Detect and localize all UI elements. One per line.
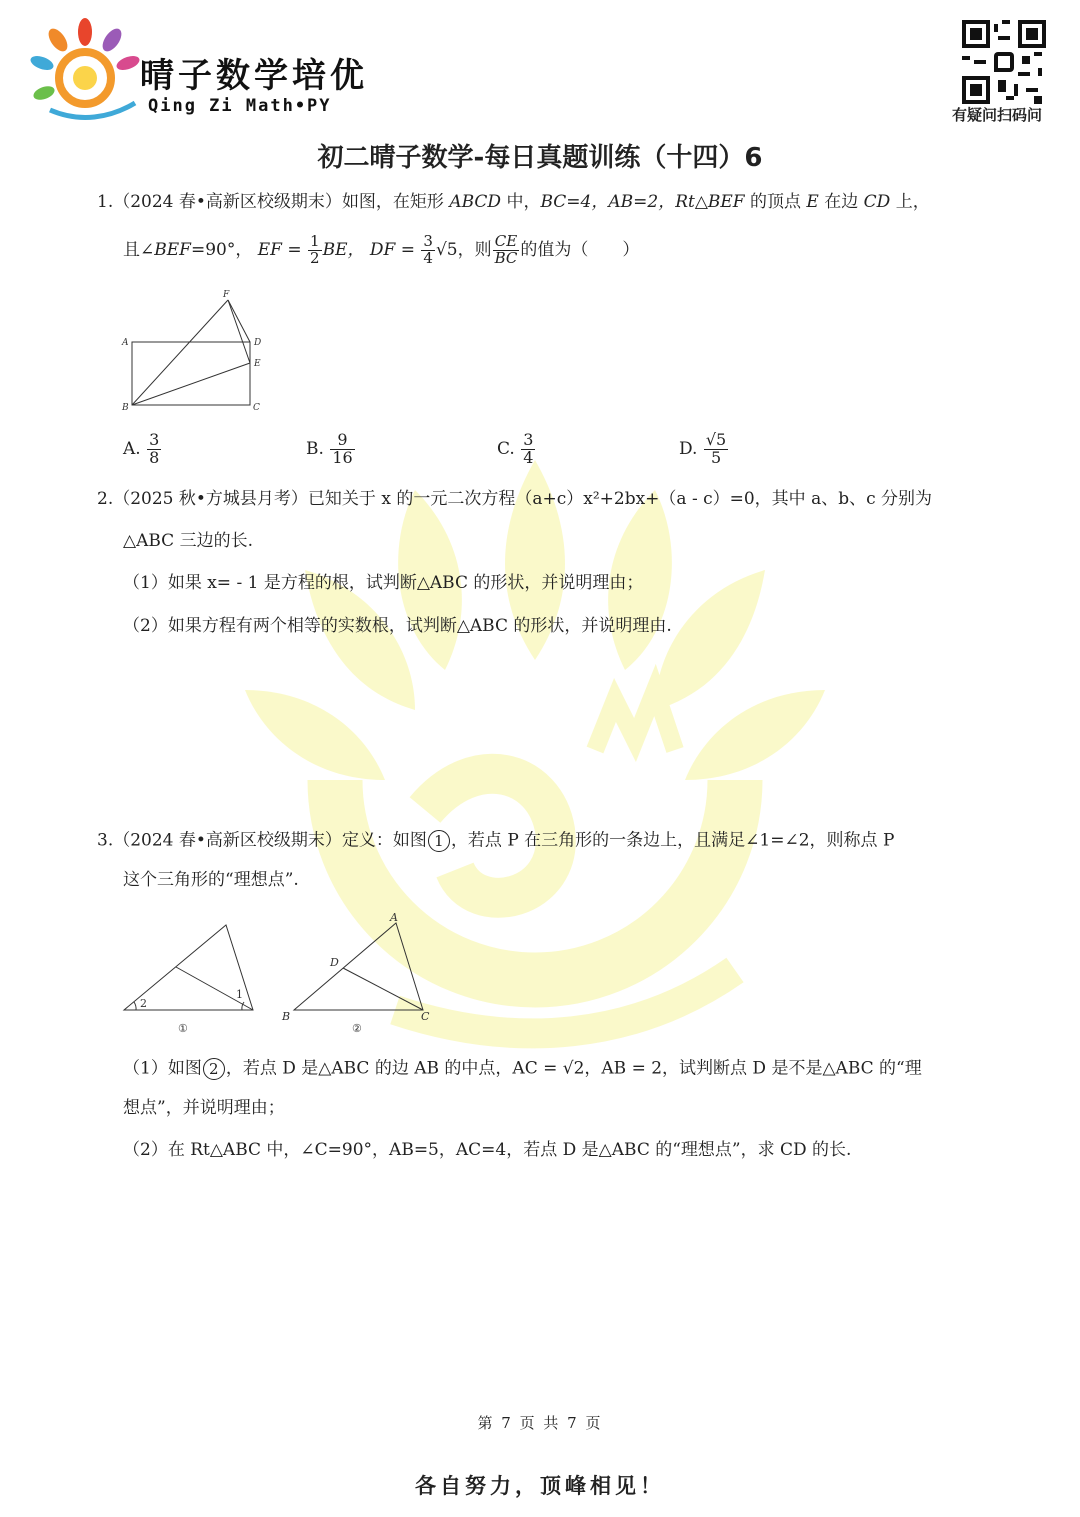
q1-figure	[118, 285, 268, 415]
fraction-ce-bc: $\frac{CE}{BC}$	[494, 232, 518, 267]
q2-line1: 2.（2025 秋•方城县月考）已知关于 x 的一元二次方程（a+c）x²+2bx+（a - c）=0，其中 a、b、c 分别为	[97, 489, 933, 509]
q3-line1: 3.（2024 春•高新区校级期末）定义：如图 1 ，若点 P 在三角形的一条边上，且满足∠1=∠2，则称点 P	[97, 830, 895, 851]
circled-2: 2	[203, 1058, 225, 1080]
angle-2-label: 2	[140, 997, 147, 1010]
brand-name-en: Qing Zi Math•PY	[148, 96, 332, 116]
q2-part1: （1）如果 x= - 1 是方程的根，试判断△ABC 的形状，并说明理由；	[123, 573, 644, 593]
fig2-label-a: A	[390, 911, 398, 924]
q2-source: （2025 秋•方城县月考）	[113, 489, 308, 509]
label-d: D	[254, 338, 262, 348]
option-b[interactable]: B. $\frac{9}{16}$	[306, 430, 353, 467]
q3-source: （2024 春•高新区校级期末）	[113, 830, 342, 851]
angle-1-label: 1	[236, 988, 243, 1001]
q2-line2: △ABC 三边的长.	[123, 531, 253, 551]
q2-part2: （2）如果方程有两个相等的实数根，试判断△ABC 的形状，并说明理由.	[123, 616, 672, 636]
page-number: 第 7 页 共 7 页	[477, 1414, 603, 1432]
label-b: B	[122, 403, 129, 413]
q3-number: 3.	[97, 830, 114, 851]
q3-figures	[118, 910, 448, 1040]
fig2-label-d: D	[330, 956, 339, 969]
q1-source: （2024 春•高新区校级期末）	[113, 192, 342, 212]
option-d[interactable]: D. $\frac{√5}{5}$	[679, 430, 727, 467]
q3-line2: 这个三角形的“理想点”.	[123, 870, 299, 890]
label-f: F	[223, 290, 230, 300]
label-c: C	[253, 403, 260, 413]
option-c[interactable]: C. $\frac{3}{4}$	[497, 430, 534, 467]
page-title: 初二晴子数学-每日真题训练（十四）6	[317, 143, 763, 173]
fig2-label-b: B	[282, 1010, 291, 1023]
circled-1: 1	[428, 830, 450, 852]
sqrt-five: √5	[435, 239, 458, 260]
q3-part1: （1）如图 2 ，若点 D 是△ABC 的边 AB 的中点，AC = √2，AB = 2，试判断点 D 是不是△ABC 的“理	[123, 1058, 922, 1079]
fig2-label-c: C	[421, 1010, 430, 1023]
fraction-half: $\frac{1}{2}$	[310, 232, 320, 267]
brand-name-cn: 晴子数学培优	[140, 56, 368, 96]
qr-code[interactable]	[962, 20, 1046, 104]
footer-motto: 各自努力，顶峰相见！	[415, 1474, 665, 1498]
qr-label: 有疑问扫码问	[952, 106, 1043, 124]
option-a[interactable]: A. $\frac{3}{8}$	[123, 430, 160, 467]
q1-line2: 且∠BEF=90°， EF = $\frac{1}{2}$ BE， DF = $\frac{3}{4}$ √5，则 $\frac{CE}{BC}$ 的值为（ ）	[123, 232, 640, 267]
label-e: E	[254, 359, 261, 369]
brand-logo	[30, 18, 140, 128]
caption-fig2: ②	[352, 1022, 362, 1035]
q3-part1-cont: 想点”，并说明理由；	[123, 1098, 285, 1118]
q2-number: 2.	[97, 489, 114, 509]
q1-line1: 1.（2024 春•高新区校级期末）如图，在矩形 ABCD 中，BC=4，AB=2，Rt△BEF 的顶点 E 在边 CD 上，	[97, 192, 930, 212]
caption-fig1: ①	[178, 1022, 188, 1035]
q3-part2: （2）在 Rt△ABC 中，∠C=90°，AB=5，AC=4，若点 D 是△ABC 的“理想点”，求 CD 的长.	[123, 1140, 852, 1160]
q1-number: 1.	[97, 192, 114, 212]
fraction-three-quarters: $\frac{3}{4}$	[423, 232, 433, 267]
label-a: A	[122, 338, 129, 348]
